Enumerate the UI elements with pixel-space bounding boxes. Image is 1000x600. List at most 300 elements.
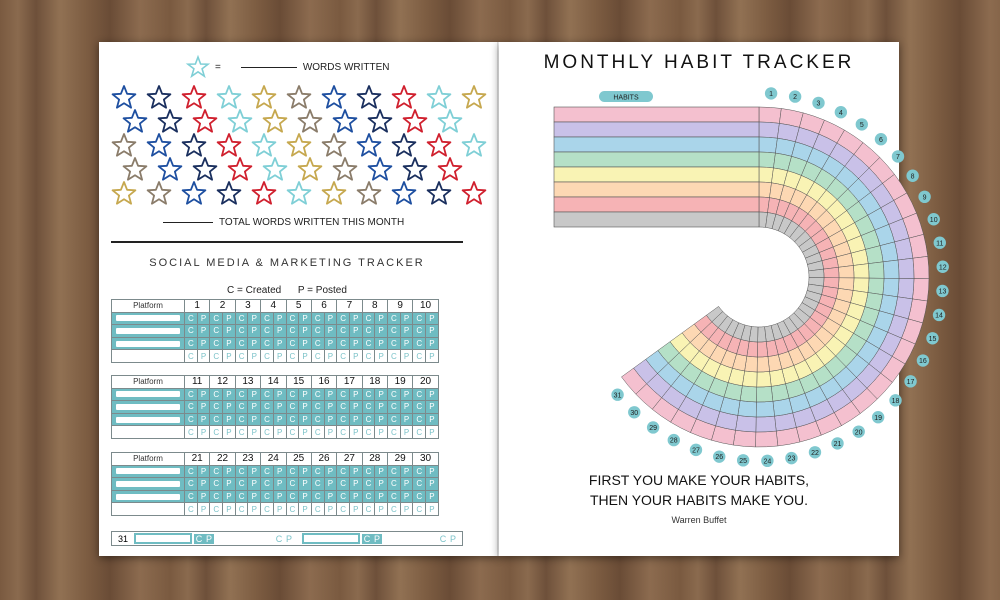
created-cell[interactable]: C bbox=[311, 350, 324, 363]
created-cell[interactable]: C bbox=[362, 350, 375, 363]
posted-cell[interactable]: P bbox=[375, 350, 388, 363]
created-cell[interactable]: C bbox=[286, 413, 299, 426]
created-cell[interactable]: C bbox=[261, 401, 274, 414]
created-cell[interactable]: C bbox=[388, 337, 401, 350]
created-cell[interactable]: C bbox=[337, 388, 350, 401]
posted-cell[interactable]: P bbox=[248, 350, 261, 363]
created-cell[interactable]: C bbox=[210, 478, 223, 491]
posted-cell[interactable]: P bbox=[223, 401, 236, 414]
star-icon[interactable] bbox=[194, 110, 217, 132]
star-icon[interactable] bbox=[194, 158, 217, 180]
posted-cell[interactable]: P bbox=[426, 465, 439, 478]
posted-cell[interactable]: P bbox=[299, 388, 312, 401]
created-cell[interactable]: C bbox=[261, 325, 274, 338]
star-icon[interactable] bbox=[404, 158, 427, 180]
created-cell[interactable]: C bbox=[413, 388, 426, 401]
created-cell[interactable]: C bbox=[210, 312, 223, 325]
posted-cell[interactable]: P bbox=[273, 490, 286, 503]
posted-cell[interactable]: P bbox=[426, 312, 439, 325]
habit-cell[interactable] bbox=[757, 371, 771, 387]
created-cell[interactable]: C bbox=[210, 325, 223, 338]
day-31-platform-2[interactable] bbox=[302, 533, 360, 544]
habit-cell[interactable] bbox=[759, 167, 773, 183]
habit-cell[interactable] bbox=[757, 342, 768, 357]
created-cell[interactable]: C bbox=[362, 401, 375, 414]
posted-cell[interactable]: P bbox=[324, 490, 337, 503]
habit-cell[interactable] bbox=[758, 327, 767, 342]
created-cell[interactable]: C bbox=[413, 350, 426, 363]
created-cell[interactable]: C bbox=[413, 413, 426, 426]
created-cell[interactable]: C bbox=[362, 312, 375, 325]
created-cell[interactable]: C bbox=[286, 478, 299, 491]
posted-cell[interactable]: P bbox=[375, 426, 388, 439]
created-cell[interactable]: C bbox=[235, 413, 248, 426]
created-cell[interactable]: C bbox=[388, 426, 401, 439]
habit-cell[interactable] bbox=[733, 430, 756, 447]
posted-cell[interactable]: P bbox=[349, 350, 362, 363]
star-icon[interactable] bbox=[148, 86, 171, 108]
created-cell[interactable]: C bbox=[210, 401, 223, 414]
star-icon[interactable] bbox=[218, 134, 241, 156]
posted-cell[interactable]: P bbox=[400, 413, 413, 426]
posted-cell[interactable]: P bbox=[324, 337, 337, 350]
created-cell[interactable]: C bbox=[337, 337, 350, 350]
habit-cell[interactable] bbox=[868, 262, 884, 278]
star-icon[interactable] bbox=[183, 86, 206, 108]
posted-cell[interactable]: P bbox=[375, 490, 388, 503]
posted-cell[interactable]: P bbox=[324, 388, 337, 401]
created-cell[interactable]: C bbox=[275, 533, 283, 544]
posted-cell[interactable]: P bbox=[426, 503, 439, 516]
posted-cell[interactable]: P bbox=[273, 350, 286, 363]
created-cell[interactable]: C bbox=[311, 388, 324, 401]
star-icon[interactable] bbox=[113, 134, 136, 156]
posted-cell[interactable]: P bbox=[197, 350, 210, 363]
created-cell[interactable]: C bbox=[388, 350, 401, 363]
posted-cell[interactable]: P bbox=[324, 478, 337, 491]
posted-cell[interactable]: P bbox=[299, 413, 312, 426]
created-cell[interactable]: C bbox=[185, 350, 198, 363]
star-icon[interactable] bbox=[428, 182, 451, 204]
platform-field[interactable] bbox=[112, 337, 185, 350]
posted-cell[interactable]: P bbox=[248, 490, 261, 503]
posted-cell[interactable]: P bbox=[349, 413, 362, 426]
created-cell[interactable]: C bbox=[311, 401, 324, 414]
posted-cell[interactable]: P bbox=[248, 337, 261, 350]
created-cell[interactable]: C bbox=[286, 388, 299, 401]
star-icon[interactable] bbox=[369, 158, 392, 180]
created-cell[interactable]: C bbox=[185, 478, 198, 491]
created-cell[interactable]: C bbox=[388, 312, 401, 325]
star-icon[interactable] bbox=[229, 158, 252, 180]
posted-cell[interactable]: P bbox=[299, 426, 312, 439]
created-cell[interactable]: C bbox=[195, 533, 203, 544]
posted-cell[interactable]: P bbox=[400, 325, 413, 338]
platform-field[interactable] bbox=[112, 350, 185, 363]
created-cell[interactable]: C bbox=[286, 337, 299, 350]
posted-cell[interactable]: P bbox=[273, 413, 286, 426]
star-icon[interactable] bbox=[428, 86, 451, 108]
star-icon[interactable] bbox=[323, 86, 346, 108]
posted-cell[interactable]: P bbox=[324, 465, 337, 478]
posted-cell[interactable]: P bbox=[299, 350, 312, 363]
star-icon[interactable] bbox=[323, 182, 346, 204]
star-icon[interactable] bbox=[159, 158, 182, 180]
created-cell[interactable]: C bbox=[388, 478, 401, 491]
created-cell[interactable]: C bbox=[337, 350, 350, 363]
posted-cell[interactable]: P bbox=[375, 465, 388, 478]
star-icon[interactable] bbox=[288, 86, 311, 108]
created-cell[interactable]: C bbox=[388, 401, 401, 414]
habit-cell[interactable] bbox=[756, 431, 778, 447]
posted-cell[interactable]: P bbox=[248, 413, 261, 426]
posted-cell[interactable]: P bbox=[273, 312, 286, 325]
posted-cell[interactable]: P bbox=[426, 478, 439, 491]
posted-cell[interactable]: P bbox=[273, 401, 286, 414]
star-icon[interactable] bbox=[183, 134, 206, 156]
habit-cell[interactable] bbox=[853, 278, 869, 293]
created-cell[interactable]: C bbox=[261, 465, 274, 478]
posted-cell[interactable]: P bbox=[349, 478, 362, 491]
created-cell[interactable]: C bbox=[235, 325, 248, 338]
posted-cell[interactable]: P bbox=[197, 388, 210, 401]
posted-cell[interactable]: P bbox=[400, 337, 413, 350]
posted-cell[interactable]: P bbox=[223, 478, 236, 491]
posted-cell[interactable]: P bbox=[248, 325, 261, 338]
habit-name-field[interactable] bbox=[554, 137, 759, 152]
posted-cell[interactable]: P bbox=[324, 413, 337, 426]
created-cell[interactable]: C bbox=[413, 503, 426, 516]
created-cell[interactable]: C bbox=[337, 465, 350, 478]
posted-cell[interactable]: P bbox=[223, 312, 236, 325]
created-cell[interactable]: C bbox=[439, 533, 447, 544]
star-icon[interactable] bbox=[148, 182, 171, 204]
star-icon[interactable] bbox=[159, 110, 182, 132]
star-icon[interactable] bbox=[369, 110, 392, 132]
star-icon[interactable] bbox=[393, 182, 416, 204]
created-cell[interactable]: C bbox=[210, 503, 223, 516]
posted-cell[interactable]: P bbox=[197, 312, 210, 325]
created-cell[interactable]: C bbox=[185, 426, 198, 439]
posted-cell[interactable]: P bbox=[273, 337, 286, 350]
posted-cell[interactable]: P bbox=[285, 533, 292, 544]
star-icon[interactable] bbox=[393, 134, 416, 156]
star-icon[interactable] bbox=[323, 134, 346, 156]
posted-cell[interactable]: P bbox=[248, 465, 261, 478]
created-cell[interactable]: C bbox=[235, 388, 248, 401]
created-cell[interactable]: C bbox=[413, 312, 426, 325]
posted-cell[interactable]: P bbox=[400, 350, 413, 363]
posted-cell[interactable]: P bbox=[400, 401, 413, 414]
habit-cell[interactable] bbox=[756, 386, 772, 402]
created-cell[interactable]: C bbox=[337, 478, 350, 491]
posted-cell[interactable]: P bbox=[273, 503, 286, 516]
habit-cell[interactable] bbox=[824, 267, 839, 278]
habit-cell[interactable] bbox=[883, 278, 899, 297]
posted-cell[interactable]: P bbox=[375, 312, 388, 325]
posted-cell[interactable]: P bbox=[223, 350, 236, 363]
created-cell[interactable]: C bbox=[286, 503, 299, 516]
created-cell[interactable]: C bbox=[261, 426, 274, 439]
posted-cell[interactable]: P bbox=[349, 465, 362, 478]
habit-name-field[interactable] bbox=[554, 152, 759, 167]
posted-cell[interactable]: P bbox=[375, 413, 388, 426]
habit-cell[interactable] bbox=[759, 152, 775, 168]
created-cell[interactable]: C bbox=[235, 337, 248, 350]
posted-cell[interactable]: P bbox=[349, 325, 362, 338]
star-icon[interactable] bbox=[113, 182, 136, 204]
star-icon[interactable] bbox=[463, 134, 486, 156]
star-icon[interactable] bbox=[253, 86, 276, 108]
habit-cell[interactable] bbox=[913, 256, 929, 278]
posted-cell[interactable]: P bbox=[197, 478, 210, 491]
star-icon[interactable] bbox=[439, 158, 462, 180]
posted-cell[interactable]: P bbox=[324, 426, 337, 439]
star-icon[interactable] bbox=[358, 86, 381, 108]
posted-cell[interactable]: P bbox=[426, 490, 439, 503]
created-cell[interactable]: C bbox=[413, 490, 426, 503]
posted-cell[interactable]: P bbox=[349, 401, 362, 414]
star-icon[interactable] bbox=[288, 182, 311, 204]
posted-cell[interactable]: P bbox=[273, 465, 286, 478]
posted-cell[interactable]: P bbox=[426, 413, 439, 426]
posted-cell[interactable]: P bbox=[426, 401, 439, 414]
created-cell[interactable]: C bbox=[185, 388, 198, 401]
star-icon[interactable] bbox=[404, 110, 427, 132]
posted-cell[interactable]: P bbox=[223, 490, 236, 503]
posted-cell[interactable]: P bbox=[299, 478, 312, 491]
star-icon[interactable] bbox=[218, 182, 241, 204]
created-cell[interactable]: C bbox=[388, 503, 401, 516]
star-icon[interactable] bbox=[428, 134, 451, 156]
created-cell[interactable]: C bbox=[413, 478, 426, 491]
created-cell[interactable]: C bbox=[210, 337, 223, 350]
created-cell[interactable]: C bbox=[261, 350, 274, 363]
created-cell[interactable]: C bbox=[311, 312, 324, 325]
star-icon[interactable] bbox=[183, 182, 206, 204]
created-cell[interactable]: C bbox=[286, 401, 299, 414]
created-cell[interactable]: C bbox=[210, 388, 223, 401]
posted-cell[interactable]: P bbox=[426, 337, 439, 350]
posted-cell[interactable]: P bbox=[248, 312, 261, 325]
posted-cell[interactable]: P bbox=[223, 388, 236, 401]
habit-cell[interactable] bbox=[883, 260, 899, 278]
created-cell[interactable]: C bbox=[185, 312, 198, 325]
posted-cell[interactable]: P bbox=[299, 465, 312, 478]
star-icon[interactable] bbox=[463, 182, 486, 204]
created-cell[interactable]: C bbox=[235, 490, 248, 503]
posted-cell[interactable]: P bbox=[349, 503, 362, 516]
day-31-platform-1[interactable] bbox=[134, 533, 192, 544]
created-cell[interactable]: C bbox=[286, 465, 299, 478]
created-cell[interactable]: C bbox=[362, 465, 375, 478]
created-cell[interactable]: C bbox=[261, 503, 274, 516]
created-cell[interactable]: C bbox=[363, 533, 371, 544]
posted-cell[interactable]: P bbox=[324, 325, 337, 338]
created-cell[interactable]: C bbox=[388, 413, 401, 426]
created-cell[interactable]: C bbox=[235, 312, 248, 325]
star-icon[interactable] bbox=[253, 134, 276, 156]
posted-cell[interactable]: P bbox=[197, 325, 210, 338]
posted-cell[interactable]: P bbox=[299, 490, 312, 503]
created-cell[interactable]: C bbox=[362, 388, 375, 401]
posted-cell[interactable]: P bbox=[197, 503, 210, 516]
posted-cell[interactable]: P bbox=[223, 413, 236, 426]
habit-cell[interactable] bbox=[759, 107, 781, 123]
star-icon[interactable] bbox=[253, 182, 276, 204]
star-icon[interactable] bbox=[334, 110, 357, 132]
posted-cell[interactable]: P bbox=[205, 533, 212, 544]
habit-cell[interactable] bbox=[736, 415, 757, 432]
created-cell[interactable]: C bbox=[362, 325, 375, 338]
created-cell[interactable]: C bbox=[337, 325, 350, 338]
posted-cell[interactable]: P bbox=[299, 325, 312, 338]
created-cell[interactable]: C bbox=[286, 325, 299, 338]
star-icon[interactable] bbox=[358, 182, 381, 204]
created-cell[interactable]: C bbox=[337, 426, 350, 439]
habit-cell[interactable] bbox=[868, 278, 884, 295]
habit-name-field[interactable] bbox=[554, 212, 759, 227]
posted-cell[interactable]: P bbox=[197, 426, 210, 439]
habit-cell[interactable] bbox=[853, 264, 869, 278]
habit-name-field[interactable] bbox=[554, 197, 759, 212]
posted-cell[interactable]: P bbox=[349, 388, 362, 401]
platform-field[interactable] bbox=[112, 401, 185, 414]
star-icon[interactable] bbox=[229, 110, 252, 132]
platform-field[interactable] bbox=[112, 325, 185, 338]
posted-cell[interactable]: P bbox=[375, 503, 388, 516]
created-cell[interactable]: C bbox=[261, 312, 274, 325]
star-icon[interactable] bbox=[334, 158, 357, 180]
created-cell[interactable]: C bbox=[210, 490, 223, 503]
platform-field[interactable] bbox=[112, 478, 185, 491]
created-cell[interactable]: C bbox=[311, 337, 324, 350]
posted-cell[interactable]: P bbox=[400, 490, 413, 503]
star-icon[interactable] bbox=[218, 86, 241, 108]
created-cell[interactable]: C bbox=[337, 503, 350, 516]
created-cell[interactable]: C bbox=[388, 325, 401, 338]
created-cell[interactable]: C bbox=[413, 401, 426, 414]
created-cell[interactable]: C bbox=[286, 312, 299, 325]
posted-cell[interactable]: P bbox=[223, 337, 236, 350]
posted-cell[interactable]: P bbox=[273, 325, 286, 338]
created-cell[interactable]: C bbox=[261, 478, 274, 491]
created-cell[interactable]: C bbox=[185, 325, 198, 338]
created-cell[interactable]: C bbox=[286, 350, 299, 363]
created-cell[interactable]: C bbox=[413, 465, 426, 478]
platform-field[interactable] bbox=[112, 490, 185, 503]
created-cell[interactable]: C bbox=[311, 503, 324, 516]
posted-cell[interactable]: P bbox=[400, 388, 413, 401]
posted-cell[interactable]: P bbox=[299, 337, 312, 350]
created-cell[interactable]: C bbox=[185, 401, 198, 414]
star-icon[interactable] bbox=[299, 158, 322, 180]
star-icon[interactable] bbox=[148, 134, 171, 156]
posted-cell[interactable]: P bbox=[375, 325, 388, 338]
created-cell[interactable]: C bbox=[311, 325, 324, 338]
posted-cell[interactable]: P bbox=[248, 388, 261, 401]
posted-cell[interactable]: P bbox=[299, 401, 312, 414]
created-cell[interactable]: C bbox=[210, 413, 223, 426]
posted-cell[interactable]: P bbox=[375, 478, 388, 491]
star-icon[interactable] bbox=[358, 134, 381, 156]
created-cell[interactable]: C bbox=[362, 426, 375, 439]
created-cell[interactable]: C bbox=[210, 350, 223, 363]
created-cell[interactable]: C bbox=[286, 490, 299, 503]
posted-cell[interactable]: P bbox=[400, 426, 413, 439]
star-icon[interactable] bbox=[264, 158, 287, 180]
created-cell[interactable]: C bbox=[185, 413, 198, 426]
created-cell[interactable]: C bbox=[362, 503, 375, 516]
created-cell[interactable]: C bbox=[235, 503, 248, 516]
created-cell[interactable]: C bbox=[337, 413, 350, 426]
created-cell[interactable]: C bbox=[337, 490, 350, 503]
created-cell[interactable]: C bbox=[311, 478, 324, 491]
created-cell[interactable]: C bbox=[337, 401, 350, 414]
posted-cell[interactable]: P bbox=[223, 426, 236, 439]
habit-cell[interactable] bbox=[898, 278, 914, 298]
posted-cell[interactable]: P bbox=[349, 312, 362, 325]
posted-cell[interactable]: P bbox=[373, 533, 380, 544]
posted-cell[interactable]: P bbox=[299, 503, 312, 516]
habit-cell[interactable] bbox=[757, 357, 769, 372]
posted-cell[interactable]: P bbox=[299, 312, 312, 325]
star-icon[interactable] bbox=[264, 110, 287, 132]
created-cell[interactable]: C bbox=[185, 490, 198, 503]
created-cell[interactable]: C bbox=[261, 413, 274, 426]
posted-cell[interactable]: P bbox=[197, 413, 210, 426]
posted-cell[interactable]: P bbox=[324, 312, 337, 325]
platform-field[interactable] bbox=[112, 312, 185, 325]
posted-cell[interactable]: P bbox=[349, 426, 362, 439]
created-cell[interactable]: C bbox=[235, 426, 248, 439]
created-cell[interactable]: C bbox=[311, 426, 324, 439]
posted-cell[interactable]: P bbox=[197, 465, 210, 478]
posted-cell[interactable]: P bbox=[223, 503, 236, 516]
star-icon[interactable] bbox=[124, 158, 147, 180]
created-cell[interactable]: C bbox=[261, 490, 274, 503]
posted-cell[interactable]: P bbox=[273, 426, 286, 439]
habit-name-field[interactable] bbox=[554, 167, 759, 182]
habit-cell[interactable] bbox=[898, 258, 914, 278]
habit-name-field[interactable] bbox=[554, 182, 759, 197]
created-cell[interactable]: C bbox=[311, 413, 324, 426]
star-icon[interactable] bbox=[299, 110, 322, 132]
posted-cell[interactable]: P bbox=[375, 401, 388, 414]
posted-cell[interactable]: P bbox=[400, 312, 413, 325]
created-cell[interactable]: C bbox=[388, 490, 401, 503]
platform-field[interactable] bbox=[112, 388, 185, 401]
posted-cell[interactable]: P bbox=[248, 478, 261, 491]
habit-cell[interactable] bbox=[756, 416, 776, 432]
created-cell[interactable]: C bbox=[235, 350, 248, 363]
posted-cell[interactable]: P bbox=[248, 426, 261, 439]
created-cell[interactable]: C bbox=[362, 490, 375, 503]
posted-cell[interactable]: P bbox=[375, 388, 388, 401]
created-cell[interactable]: C bbox=[413, 325, 426, 338]
platform-field[interactable] bbox=[112, 426, 185, 439]
habit-cell[interactable] bbox=[756, 401, 774, 417]
posted-cell[interactable]: P bbox=[426, 350, 439, 363]
created-cell[interactable]: C bbox=[311, 465, 324, 478]
habit-cell[interactable] bbox=[742, 371, 757, 387]
habit-name-field[interactable] bbox=[554, 122, 759, 137]
posted-cell[interactable]: P bbox=[349, 337, 362, 350]
habit-cell[interactable] bbox=[838, 265, 854, 277]
habit-cell[interactable] bbox=[740, 386, 757, 402]
star-icon[interactable] bbox=[463, 86, 486, 108]
platform-field[interactable] bbox=[112, 465, 185, 478]
